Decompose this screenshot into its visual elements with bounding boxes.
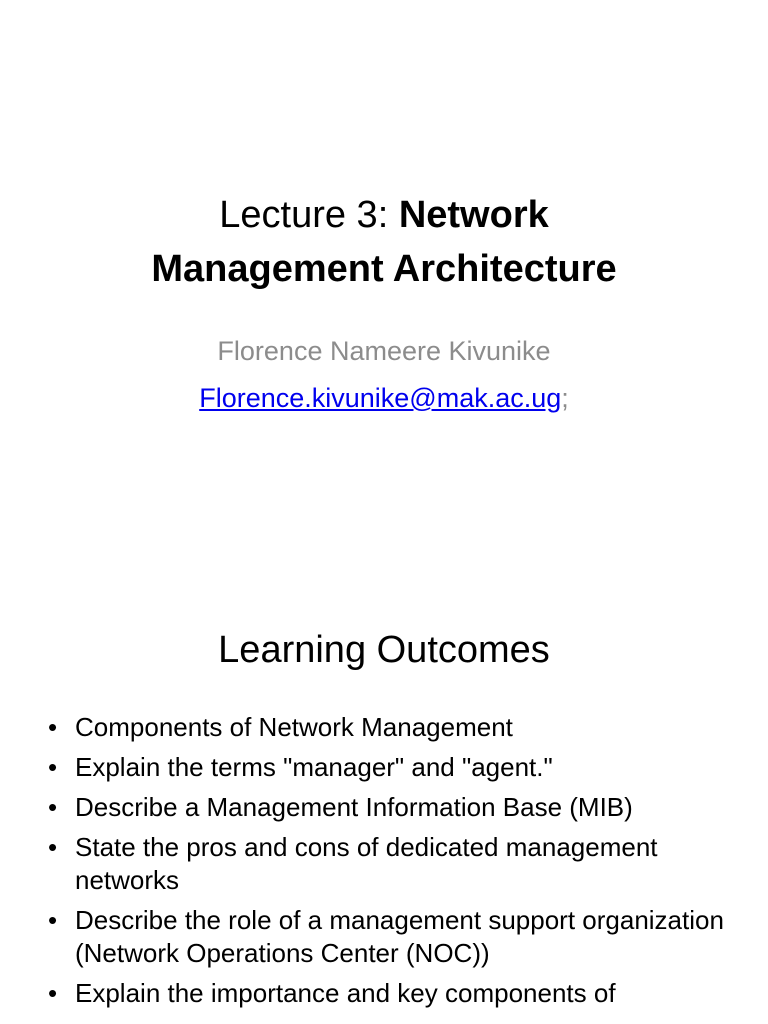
list-item [48, 711, 738, 744]
list-item-text: Describe the role of a management support organization (Network Operations Center (NOC)) [75, 905, 724, 968]
list-item-text: Components of Network Management [75, 712, 513, 742]
list-item-text: Describe a Management Information Base (MIB) [75, 792, 633, 822]
bullet-icon: • [48, 712, 58, 742]
lecture-title [0, 188, 768, 296]
bullet-icon: • [48, 792, 58, 822]
bullet-icon: • [48, 978, 58, 1008]
bullet-icon: • [48, 832, 58, 862]
list-item-text: Explain the terms "manager" and "agent." [75, 752, 553, 782]
list-item [48, 977, 738, 1010]
title-bold-line1: Network [398, 194, 549, 236]
title-prefix: Lecture 3: [219, 194, 399, 236]
list-item-text: Explain the importance and key components of [75, 978, 616, 1008]
email-suffix: ; [561, 383, 569, 413]
email-link[interactable]: Florence.kivunike@mak.ac.ug [199, 383, 562, 413]
list-item-text: State the pros and cons of dedicated management networks [75, 832, 658, 895]
email-line [0, 379, 768, 417]
author-name: Florence Nameere Kivunike [217, 336, 551, 366]
bullet-icon: • [48, 752, 58, 782]
list-item [48, 751, 738, 784]
slide-heading: Learning Outcomes [218, 629, 550, 671]
title-bold-line2: Management Architecture [151, 248, 617, 290]
outcomes-list [48, 711, 738, 1017]
list-item [48, 904, 738, 970]
list-item [48, 831, 738, 897]
learning-outcomes-slide [0, 576, 768, 1024]
bullet-icon: • [48, 905, 58, 935]
list-item [48, 791, 738, 824]
